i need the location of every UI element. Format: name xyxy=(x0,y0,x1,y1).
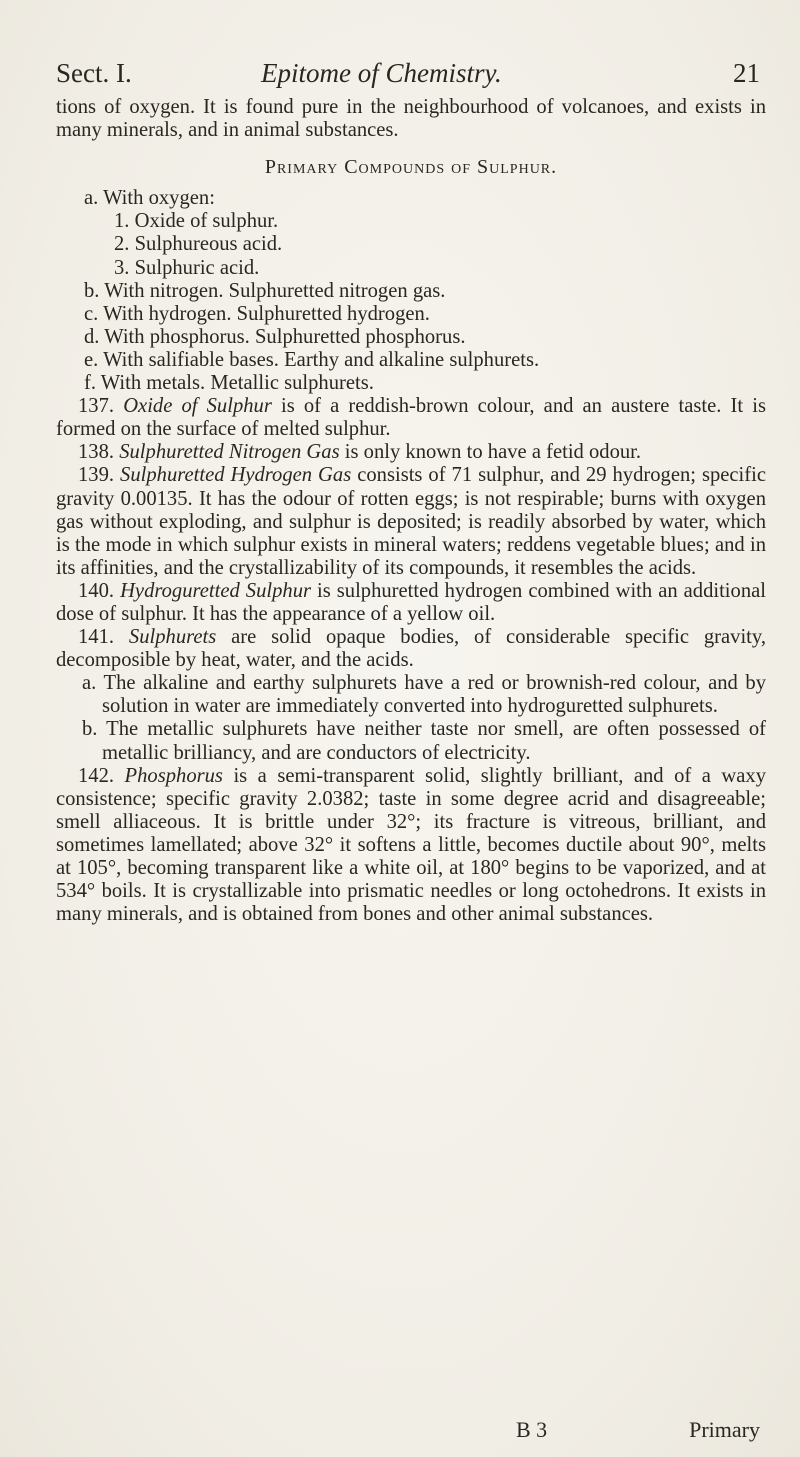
paragraph-term: Oxide of Sulphur xyxy=(123,395,272,418)
page-body xyxy=(56,96,766,926)
paragraph-137 xyxy=(56,395,766,441)
paragraph-term: Sulphuretted Nitrogen Gas xyxy=(119,441,340,464)
paragraph-number: 141. xyxy=(78,626,115,649)
list-item-e: e. With salifiable bases. Earthy and alkaline sulphurets. xyxy=(84,348,540,371)
paragraph-term: Hydroguretted Sulphur xyxy=(120,579,312,602)
paragraph-number: 137. xyxy=(78,395,115,418)
list-item-d: d. With phosphorus. Sulphuretted phosphorus. xyxy=(84,325,466,348)
catchword: Primary xyxy=(689,1417,760,1442)
paragraph-139 xyxy=(56,464,766,579)
paragraph-text: is sulphuretted hydrogen combined with an additional dose of sulphur. It has the appearance of a yellow oil. xyxy=(56,579,766,625)
paragraph-text: consists of 71 sulphur, and 29 hydrogen; specific gravity 0.00135. It has the odour of rotten eggs; is not respirable; burns with oxygen gas without exploding, and sulphur is deposited; is readily absorbed by water, which is the mode in which sulphur exists in mineral waters; reddens vegetable blues; and in its affinities, and the crystallizability of its compounds, it resembles the acids. xyxy=(56,464,766,579)
list-item-a: a. With oxygen: xyxy=(84,187,215,210)
paragraph-text: is a semi-transparent solid, slightly brilliant, and of a waxy consistence; specific gravity 2.0382; taste in some degree acrid and disagreeable; smell alliaceous. It is brittle under 32°; its fracture is vitreous, brilliant, and sometimes lamellated; above 32° it softens a little, becomes ductile about 90°, melts at 105°, becoming transparent like a white oil, at 180° begins to be vaporized, and at 534° boils. It is crystallizable into prismatic needles or long octohedrons. It exists in many minerals, and is obtained from bones and other animal substances. xyxy=(56,764,766,926)
list-item-b: b. With nitrogen. Sulphuretted nitrogen gas. xyxy=(84,279,446,302)
paragraph-term: Sulphurets xyxy=(128,626,217,649)
list-item-f: f. With metals. Metallic sulphurets. xyxy=(84,372,374,395)
paragraph-text: is only known to have a fetid odour. xyxy=(339,441,642,464)
running-title: Epitome of Chemistry. xyxy=(261,58,502,88)
paragraph-141b: b. The metallic sulphurets have neither taste nor smell, are often possessed of metallic brilliancy, and are conductors of electricity. xyxy=(82,718,766,764)
paragraph-text: is of a reddish-brown colour, and an austere taste. It is formed on the surface of melted sulphur. xyxy=(56,395,767,441)
paragraph-number: 139. xyxy=(78,464,115,487)
paragraph-term: Phosphorus xyxy=(124,764,223,787)
list-item-a3: 3. Sulphuric acid. xyxy=(114,256,260,279)
running-header xyxy=(56,58,760,98)
paragraph-number: 138. xyxy=(78,441,115,464)
paragraph-141a: a. The alkaline and earthy sulphurets have a red or brownish-red colour, and by solution in water are immediately converted into hydroguretted sulphurets. xyxy=(82,672,766,718)
paragraph-138 xyxy=(56,441,766,464)
section-heading: Primary Compounds of Sulphur. xyxy=(264,156,558,179)
section-label: Sect. I. xyxy=(56,58,132,88)
paragraph-term: Sulphuretted Hydrogen Gas xyxy=(120,464,352,487)
intro-paragraph: tions of oxygen. It is found pure in the neighbourhood of volcanoes, and exists in many minerals, and in animal substances. xyxy=(56,96,766,142)
paragraph-142 xyxy=(56,765,766,927)
list-item-a2: 2. Sulphureous acid. xyxy=(114,233,283,256)
paragraph-number: 140. xyxy=(78,579,115,602)
paragraph-141 xyxy=(56,626,766,672)
list-item-a1: 1. Oxide of sulphur. xyxy=(114,210,279,233)
page-footer xyxy=(56,1417,760,1447)
paragraph-number: 142. xyxy=(78,764,115,787)
signature-mark: B 3 xyxy=(516,1417,548,1442)
compounds-list xyxy=(56,187,766,395)
paragraph-140 xyxy=(56,580,766,626)
page-number: 21 xyxy=(733,58,760,88)
paragraph-text: are solid opaque bodies, of considerable specific gravity, decomposible by heat, water, and the acids. xyxy=(56,626,766,672)
list-item-c: c. With hydrogen. Sulphuretted hydrogen. xyxy=(84,302,430,325)
